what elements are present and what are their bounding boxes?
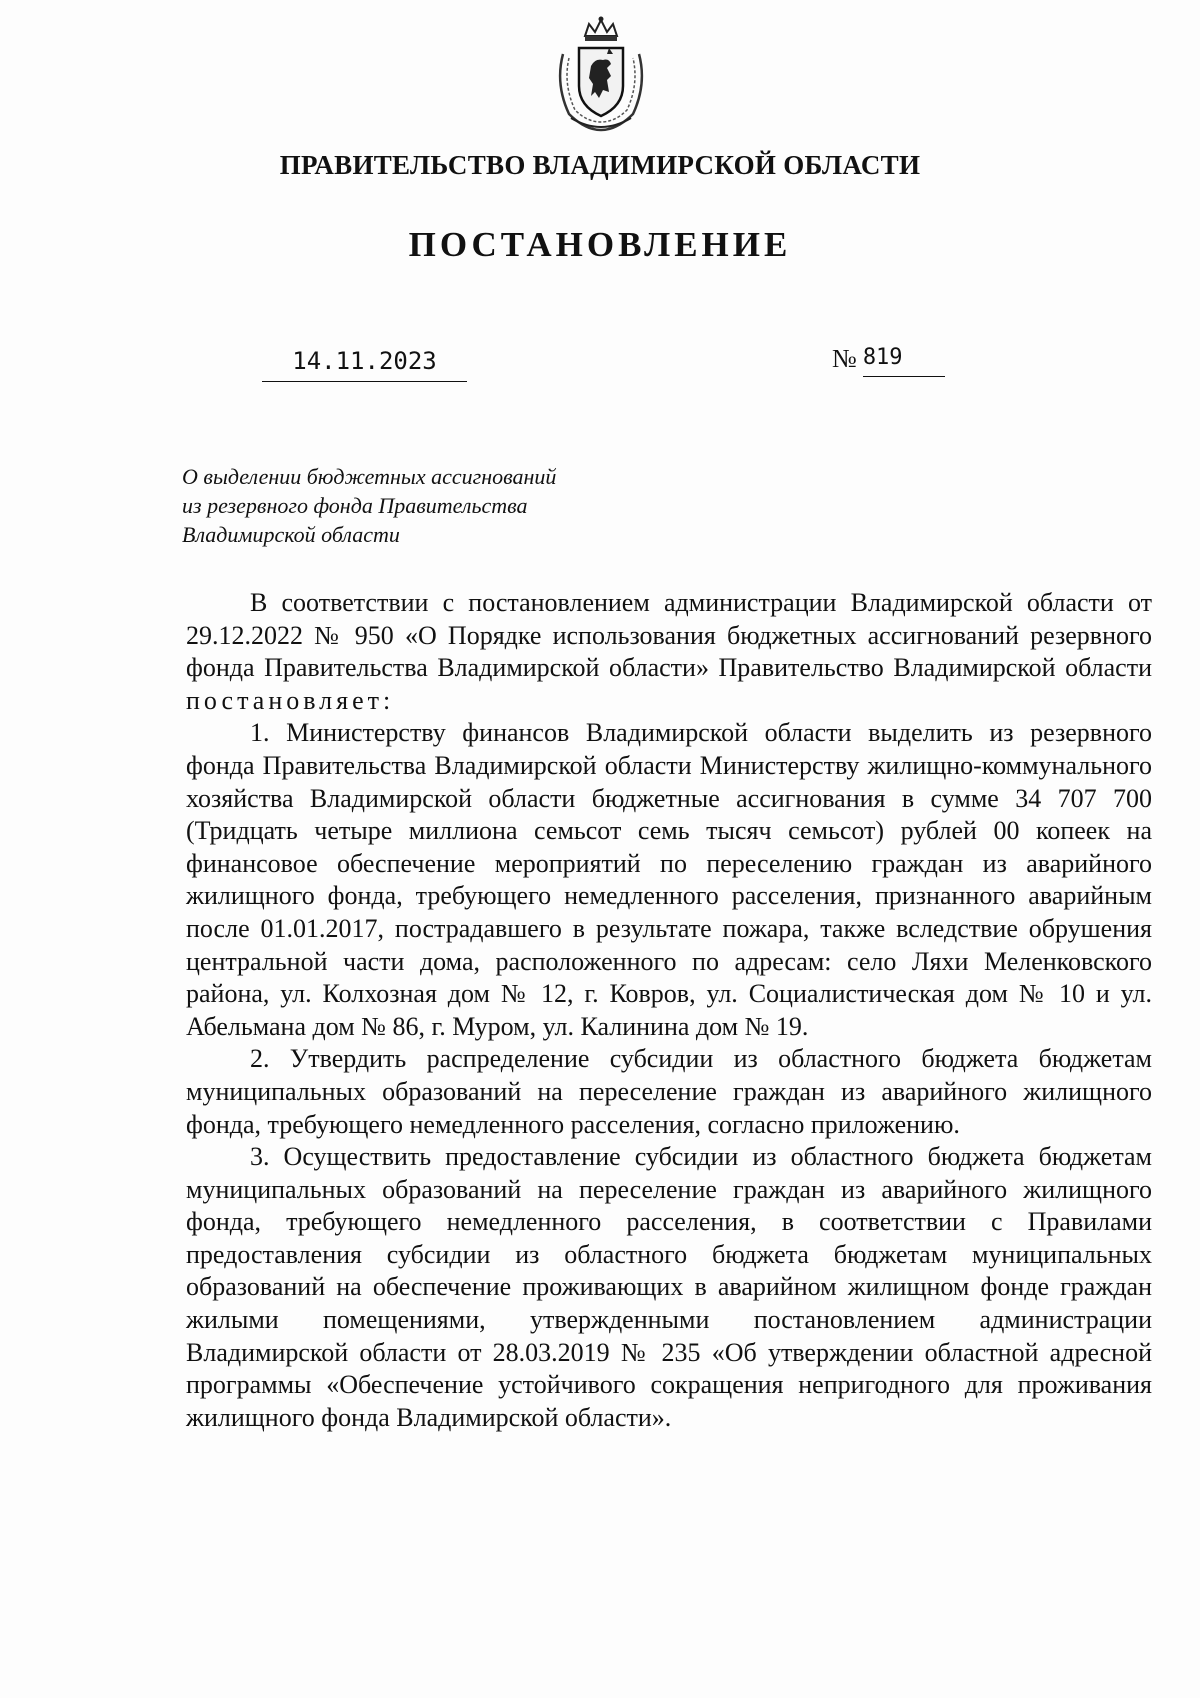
document-number: 819 (863, 340, 945, 377)
preamble-text: В соответствии с постановлением администрации Владимирской области от 29.12.2022 № 950 «О Порядке использования бюджетных ассигнований резервного фонда Правительства Владимирской области» Правительство Владимирской области (186, 588, 1152, 683)
subject-line: О выделении бюджетных ассигнований (182, 464, 557, 489)
clause-2: 2. Утвердить распределение субсидии из областного бюджета бюджетам муниципальных образований на переселение граждан из аварийного жилищного фонда, требующего немедленного расселения, согласно приложению. (186, 1044, 1152, 1139)
organization-title: ПРАВИТЕЛЬСТВО ВЛАДИМИРСКОЙ ОБЛАСТИ (279, 150, 921, 180)
clause-3: 3. Осуществить предоставление субсидии из областного бюджета бюджетам муниципальных образований на переселение граждан из аварийного жилищного фонда, требующего немедленного расселения, в соответствии с Правилами предоставления субсидии из областного бюджета бюджетам муниципальных образований на обеспечение проживающих в аварийном жилищном фонде граждан жилыми помещениями, утвержденными постановлением администрации Владимирской области от 28.03.2019 № 235 «Об утверждении областной адресной программы «Обеспечение устойчивого сокращения непригодного для проживания жилищного фонда Владимирской области». (186, 1142, 1152, 1432)
coat-of-arms-icon (541, 14, 661, 134)
subject-line: Владимирской области (182, 522, 400, 547)
document-date: 14.11.2023 (262, 345, 467, 382)
subject-line: из резервного фонда Правительства (182, 493, 528, 518)
document-subject (182, 462, 662, 549)
document-body (186, 587, 1152, 1434)
number-sign: № (832, 344, 857, 373)
document-type-heading: ПОСТАНОВЛЕНИЕ (408, 225, 792, 264)
clause-1: 1. Министерству финансов Владимирской области выделить из резервного фонда Правительства Владимирской области Министерству жилищно-коммунального хозяйства Владимирской области бюджетные ассигнования в сумме 34 707 700 (Тридцать четыре миллиона семьсот семь тысяч семьсот) рублей 00 копеек на финансовое обеспечение мероприятий по переселению граждан из аварийного жилищного фонда, требующего немедленного расселения, признанного аварийным после 01.01.2017, пострадавшего в результате пожара, также вследствие обрушения центральной части дома, расположенного по адресам: село Ляхи Меленковского района, ул. Колхозная дом № 12, г. Ковров, ул. Социалистическая дом № 10 и ул. Абельмана дом № 86, г. Муром, ул. Калинина дом № 19. (186, 718, 1152, 1041)
decree-word: постановляет: (186, 685, 395, 715)
document-number-field (832, 340, 945, 378)
preamble-paragraph (186, 587, 1152, 717)
